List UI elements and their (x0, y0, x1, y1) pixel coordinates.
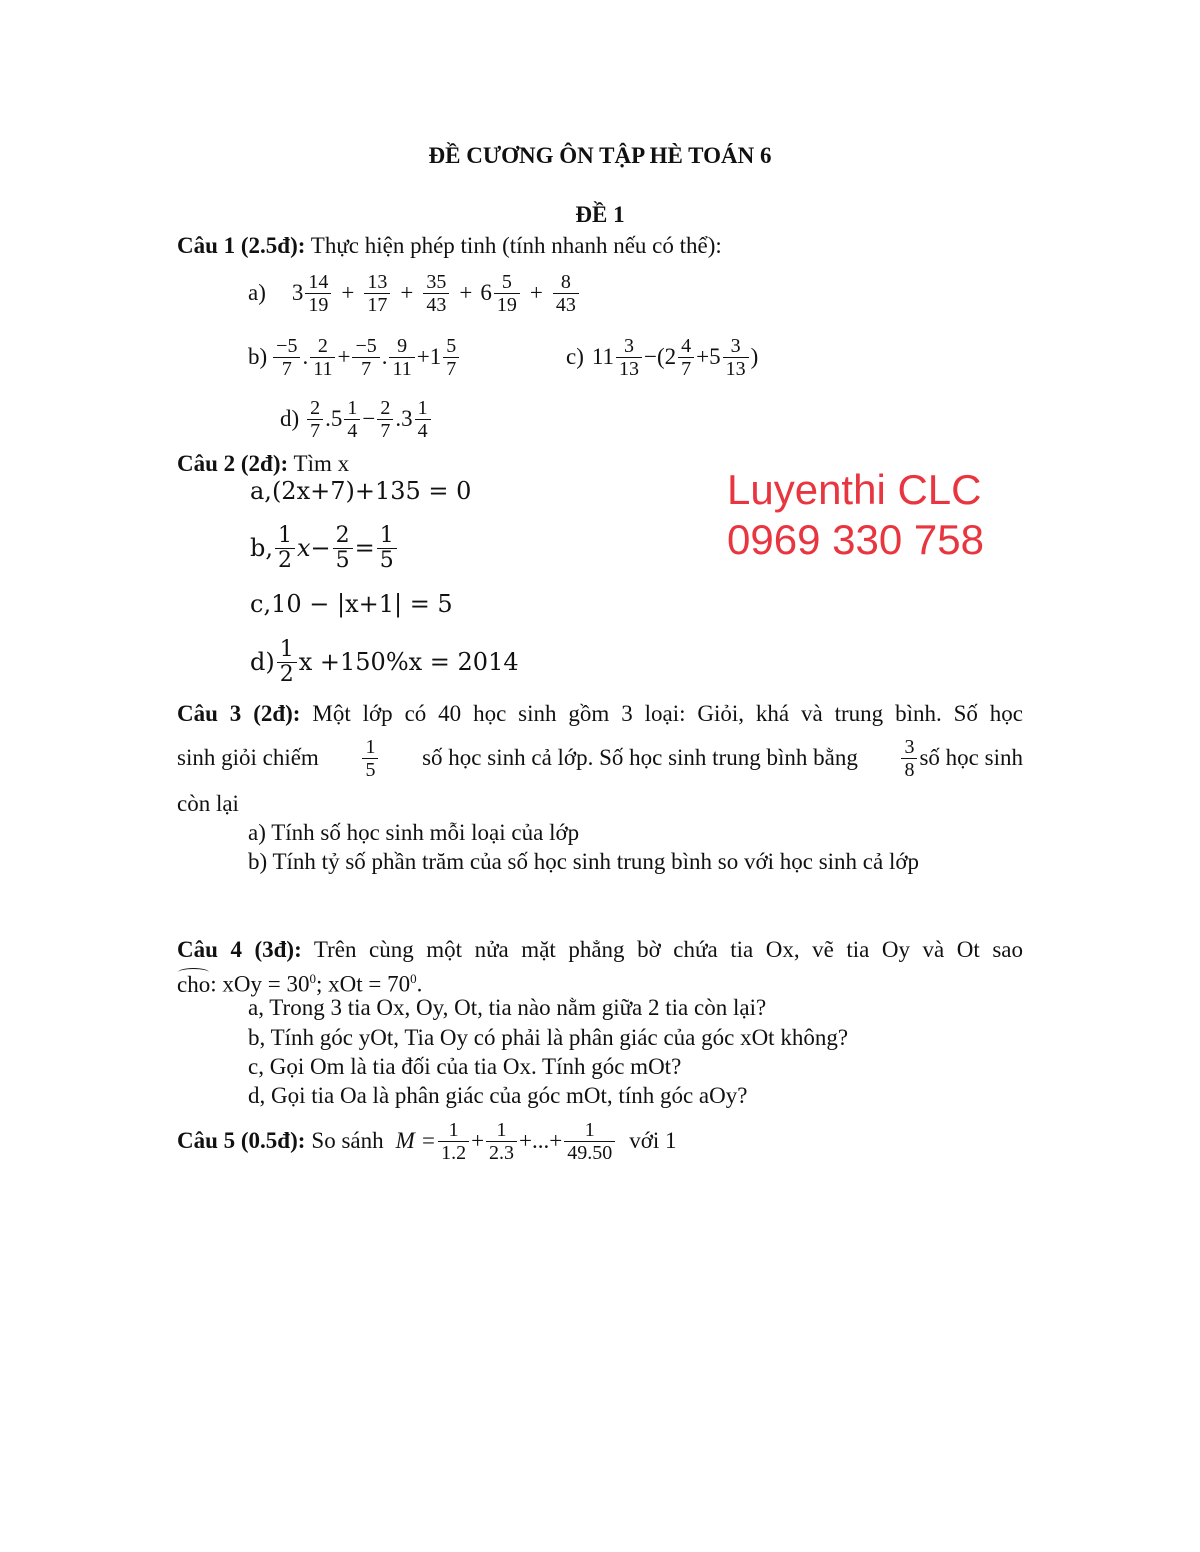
question-2b: b, $\frac{1}{2}$ x − $\frac{2}{5}$ = $\frac{1}{5}$ (250, 516, 399, 580)
degree-2: 0 (410, 971, 417, 986)
question-3b: b) Tính tỷ số phần trăm của số học sinh trung bình so với học sinh cả lớp (248, 849, 920, 874)
question-1b-label: b) (248, 344, 268, 369)
question-3a: a) Tính số học sinh mỗi loại của lớp (248, 820, 580, 845)
question-1-text: Thực hiện phép tinh (tính nhanh nếu có thể): (310, 233, 722, 258)
denominator-2: 2.3 (489, 1141, 515, 1164)
question-4a: a, Trong 3 tia Ox, Oy, Ot, tia nào nằm giữa 2 tia còn lại? (248, 995, 767, 1020)
question-3-line2-a: sinh giỏi chiếm (177, 745, 319, 770)
question-2d-label: d) (250, 648, 275, 676)
question-2c: c,10 − |x+1| = 5 (250, 590, 453, 618)
denominator-1: 1.2 (441, 1141, 467, 1164)
question-1c: c) 11 $\frac{3}{13}$ −(2 $\frac{4}{7}$ +5 $\frac{3}{13}$ ) (566, 334, 759, 380)
question-2d: d) $\frac{1}{2}$ x +150%x = 2014 (250, 636, 519, 687)
question-1-heading (177, 232, 722, 260)
angle-xoy: : xOy = 30 (210, 971, 310, 997)
question-3-label: Câu 3 (2đ): (177, 701, 301, 726)
question-1c-label: c) (566, 344, 584, 369)
question-4-line2: cho: xOy = $30^0$; xOt = $70^0$. (177, 971, 423, 997)
question-5-label: Câu 5 (0.5đ): (177, 1128, 306, 1153)
question-5-text: So sánh (311, 1128, 384, 1153)
angle-xot: ; xOt = 70 (315, 971, 411, 997)
question-3-text: Một lớp có 40 học sinh gồm 3 loại: Giỏi, khá và trung bình. Số học (312, 701, 1024, 726)
angle-arc-cho: cho (177, 971, 211, 997)
question-4-line1 (177, 936, 1023, 964)
question-3-line3: còn lại (177, 791, 239, 816)
question-3-line2-c: số học sinh (919, 745, 1023, 770)
question-1d: d) $\frac{2}{7}$ .5 $\frac{1}{4}$ − $\frac{2}{7}$ .3 $\frac{1}{4}$ (280, 388, 433, 450)
watermark-name: Luyenthi CLC (727, 466, 982, 513)
watermark-phone: 0969 330 758 (727, 516, 984, 563)
question-3-line2-b: số học sinh cả lớp. Số học sinh trung bình bằng (422, 745, 858, 770)
question-2-label: Câu 2 (2đ): (177, 451, 289, 476)
question-4-label: Câu 4 (3đ): (177, 937, 302, 962)
question-2-heading (177, 450, 349, 478)
question-4-text: Trên cùng một nửa mặt phẳng bờ chứa tia Ox, vẽ tia Oy và Ot sao (313, 937, 1023, 962)
question-1d-label: d) (280, 406, 300, 431)
question-1a: a) 3 $\frac{14}{19}$ + $\frac{13}{17}$ + $\frac{35}{43}$ + 6 $\frac{5}{19}$ + $\frac{8}{43}$ (248, 262, 581, 324)
question-1b: b) $\frac{-5}{7}$ . $\frac{2}{11}$ + $\frac{-5}{7}$ . $\frac{9}{11}$ +1 $\frac{5}{7}$ (248, 326, 461, 388)
question-5-m: M = (395, 1128, 437, 1153)
exam-title: ĐỀ 1 (575, 202, 625, 227)
document-title: ĐỀ CƯƠNG ÔN TẬP HÈ TOÁN 6 (428, 143, 772, 168)
question-4d: d, Gọi tia Oa là phân giác của góc mOt, tính góc aOy? (248, 1083, 748, 1108)
denominator-3: 49.50 (567, 1141, 613, 1164)
question-1-label: Câu 1 (2.5đ): (177, 233, 306, 258)
question-4b: b, Tính góc yOt, Tia Oy có phải là phân giác của góc xOt không? (248, 1025, 849, 1050)
question-1a-label: a) (248, 280, 266, 305)
question-5-dots: +...+ (519, 1128, 563, 1153)
question-4c: c, Gọi Om là tia đối của tia Ox. Tính góc mOt? (248, 1054, 682, 1079)
question-5: Câu 5 (0.5đ): So sánh M = $\frac{1}{1.2}$ + $\frac{1}{2.3}$ +...+ $\frac{1}{49.50}$ với 1 (177, 1118, 677, 1164)
question-5-tail: với 1 (629, 1128, 677, 1153)
question-2a: a,(2x+7)+135 = 0 (250, 477, 472, 505)
question-3-line2: sinh giỏi chiếm $\frac{1}{5}$ số học sinh cả lớp. Số học sinh trung bình bằng $\frac{3}{8}$ số học sinh (177, 735, 1023, 781)
question-2b-label: b, (250, 534, 273, 562)
question-3-line1 (177, 700, 1023, 728)
question-2d-equation: x +150%x = 2014 (298, 648, 519, 676)
degree-1: 0 (309, 971, 316, 986)
question-2-text: Tìm x (293, 451, 350, 476)
